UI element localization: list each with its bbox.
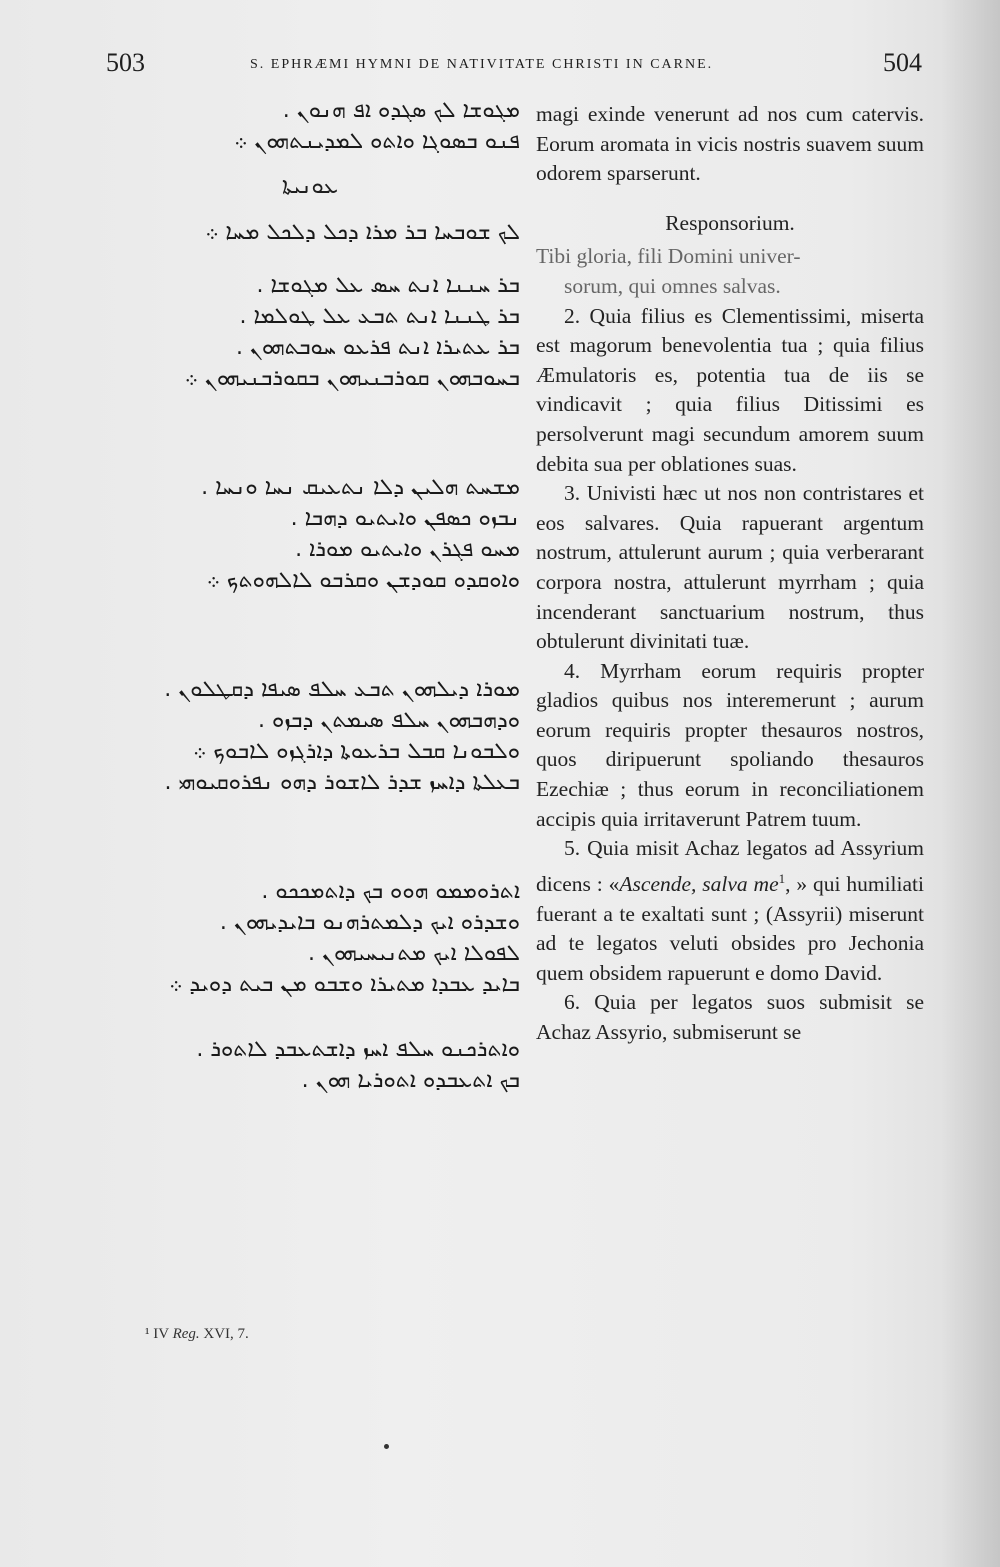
page-number-left: 503 [106,48,145,77]
syriac-line: ܒܪ ܛܢܢܐ ܐܢܬ ܬܒܥ ܥܠ ܛܘܠܡܐ . [239,304,520,329]
syriac-line: ܡܓܘܫܐ ܠܟ ܣܓܕܘ ܐܦ ܗܢܘܢ . [282,98,520,123]
syriac-line: ܠܦܘܠܐ ܐܝܟ ܡܬܢܝܚܝܗܘܢ . [308,941,520,966]
syriac-line: ܒܐܝܕ ܥܒܕܐ ܡܬܝܪܐ ܘܫܒܘ ܡܢ ܒܝܬ ܕܘܝܕ ܀ [169,972,520,997]
syriac-line: ܘܠܒܘܢܐ ܩܒܠ ܒܪܥܘܬܐ ܕܐܪܓܙܘ ܠܐܒܘܟ ܀ [193,739,520,764]
syriac-line: ܡܫܚܬ ܗܠܝܢ ܕܠܐ ܢܬܥܝܩ ܢܚܐ ܘܢܚܐ . [201,475,520,500]
responsorium-line: sorum, qui omnes salvas. [564,273,781,298]
spine-shadow [940,0,1000,1567]
syriac-line: ܒܪ ܚܢܢܐ ܐܢܬ ܚܣ ܥܠ ܡܓܘܫܐ . [256,273,520,298]
syriac-line: ܦܢܘ ܒܣܘܓܐ ܘܐܬܘ ܠܡܕܝܢܬܗܘܢ ܀ [234,129,520,154]
latin-quotation: Ascende, salva me [619,872,779,896]
latin-paragraph: 2. Quia filius es Clementissimi, miserta est magorum benevolentia tua ; quia filius Æmulatoris es, potentia tua de iis se vindicavit ; quia filius Ditissimi es persolverunt magi secundum amorem suum debita sua per oblationes suas. [536,303,924,476]
syriac-line: ܢܒܙܘ ܟܣܦܢ ܘܐܝܬܝܘ ܕܗܒܐ . [290,506,520,531]
syriac-line: ܘܐܬܪܟܢܘ ܚܠܦ ܐܚܙ ܕܐܫܬܥܒܕ ܠܐܬܘܪ . [196,1037,520,1062]
footnote-book: IV [153,1326,169,1342]
page-number-right: 504 [883,48,922,77]
syriac-line: ܘܕܗܒܗܘܢ ܚܠܦ ܣܝܡܬܢ ܕܒܙܘ . [257,708,520,733]
syriac-line: ܡܚܘ ܦܓܪܢ ܘܐܝܬܝܘ ܡܘܪܐ . [295,537,520,562]
syriac-column [100,95,520,1096]
latin-text: , » qui humiliati fuerant a te exaltati sunt ; (Assyrii) miserunt ad te legatos veluti obsides pro Jechonia quem obsidem rapuerunt e domo David. [536,872,924,985]
print-mark [384,1444,389,1449]
responsorium-line: Tibi gloria, fili Domini univer- [536,244,801,269]
syriac-line: ܡܘܪܐ ܕܝܠܗܘܢ ܬܒܥ ܚܠܦ ܣܝܦܐ ܕܩܛܠܘܢ . [164,677,520,702]
latin-paragraph: magi exinde venerunt ad nos cum catervis. Eorum aromata in vicis nostris suavem suum odorem sparserunt. [536,102,924,186]
latin-text: 5. Quia misit Achaz legatos ad Assyrium dicens : « [536,836,924,896]
footnote-ref: XVI, 7. [203,1326,249,1342]
latin-paragraph [536,834,924,988]
syriac-line: ܠܟ ܫܘܒܚܐ ܒܪ ܡܪܐ ܕܟܠ ܕܠܟܠ ܡܚܐ ܀ [205,220,520,245]
syriac-line: ܐܬܪܘܡܡܘ ܗܘܘ ܒܟ ܕܐܬܡܟܟܘ . [261,879,520,904]
latin-paragraph: 6. Quia per legatos suos submisit se Achaz Assyrio, submiserunt se [536,990,924,1044]
responsorium-text [536,242,924,301]
running-title: S. EPHRÆMI HYMNI DE NATIVITATE CHRISTI IN CARNE. [250,57,714,72]
responsorium-heading: Responsorium. [665,210,795,235]
running-head [100,48,930,84]
latin-paragraph: 3. Univisti hæc ut nos non contristares et eos salvares. Quia rapuerant argentum nostrum, attulerunt aurum ; quia verberarant corpora nostra, attulerunt myrrham ; quia incenderant sanctuarium nostrum, thus obtulerunt divinitati tuæ. [536,481,924,654]
footnote-mark: ¹ [145,1326,150,1342]
footnote [145,1326,249,1343]
latin-column [536,100,924,1048]
syriac-line: ܒܪ ܥܬܝܪܐ ܐܢܬ ܦܪܥܘ ܚܘܒܬܗܘܢ . [235,335,520,360]
syriac-line: ܒܟ ܐܬܥܒܕܘ ܐܬܘܪܝܐ ܗܘܢ . [301,1068,520,1093]
footnote-reference: 1 [778,870,786,886]
latin-paragraph: 4. Myrrham eorum requiris propter gladios quibus nos interemerunt ; aurum eorum requiris propter thesauros nostros, quos diripuerunt spoliando thesauros Ezechiæ ; thus eorum in reconciliationem accipis quia irritaverunt Patrem tuum. [536,658,924,831]
syriac-line: ܒܚܘܒܗܘܢ ܩܘܪܒܢܝܗܘܢ ܒܩܘܪܒܢܝܗܘܢ ܀ [184,366,520,391]
syriac-line: ܘܫܕܪܘ ܐܝܟ ܕܠܡܬܪܗܢܘ ܒܐܝܕܝܗܘܢ . [219,910,520,935]
footnote-abbr: Reg. [172,1326,200,1342]
syriac-line: ܘܐܘܩܕܘ ܩܘܕܫܢ ܘܩܪܒܘ ܠܐܠܗܘܬܟ ܀ [206,568,520,593]
syriac-responsory-heading: ܥܘܢܝܬܐ [281,174,339,199]
syriac-line: ܒܥܠܬܐ ܕܐܚܙ ܫܕܪ ܠܐܫܘܪ ܕܗܘ ܢܦܪܘܩܝܘܗܝ . [164,770,520,795]
